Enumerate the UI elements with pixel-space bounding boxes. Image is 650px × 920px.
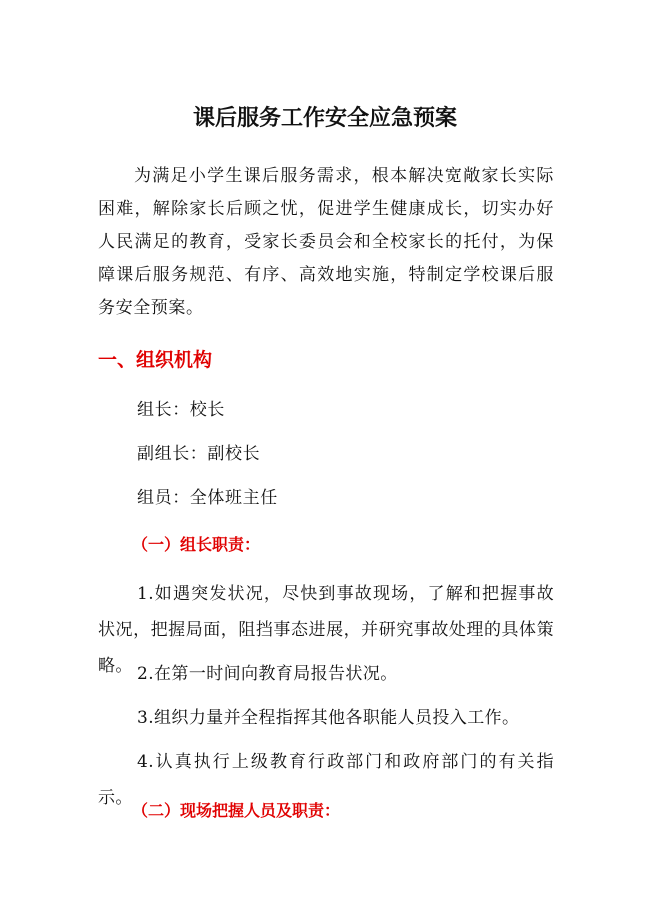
subsection-heading-onsite-staff: （二）现场把握人员及职责：	[132, 801, 341, 820]
subsection-heading-leader-duties: （一）组长职责：	[132, 535, 261, 554]
duty-item-4: 4.认真执行上级教育行政部门和政府部门的有关指示。	[98, 752, 554, 808]
intro-paragraph: 为满足小学生课后服务需求，根本解决宽敞家长实际困难，解除家长后顾之忧，促进学生健康成长，切实办好人民满足的教育，受家长委员会和全校家长的托付，为保障课后服务规范、有序、高效地实施，特制定学校课后服务安全预案。	[98, 166, 554, 318]
document-title: 课后服务工作安全应急预案	[192, 106, 457, 131]
duty-item-2: 2.在第一时间向教育局报告状况。	[137, 664, 398, 684]
member-leader: 组长：校长	[137, 400, 225, 420]
member-group-members: 组员：全体班主任	[137, 488, 278, 508]
duty-item-3: 3.组织力量并全程指挥其他各职能人员投入工作。	[137, 708, 520, 728]
duty-item-1: 1.如遇突发状况，尽快到事故现场，了解和把握事故状况，把握局面，阻挡事态进展，并研究事故处理的具体策略。	[98, 584, 554, 676]
member-deputy-leader: 副组长：副校长	[137, 444, 261, 464]
section-heading-organization: 一、组织机构	[98, 349, 213, 371]
